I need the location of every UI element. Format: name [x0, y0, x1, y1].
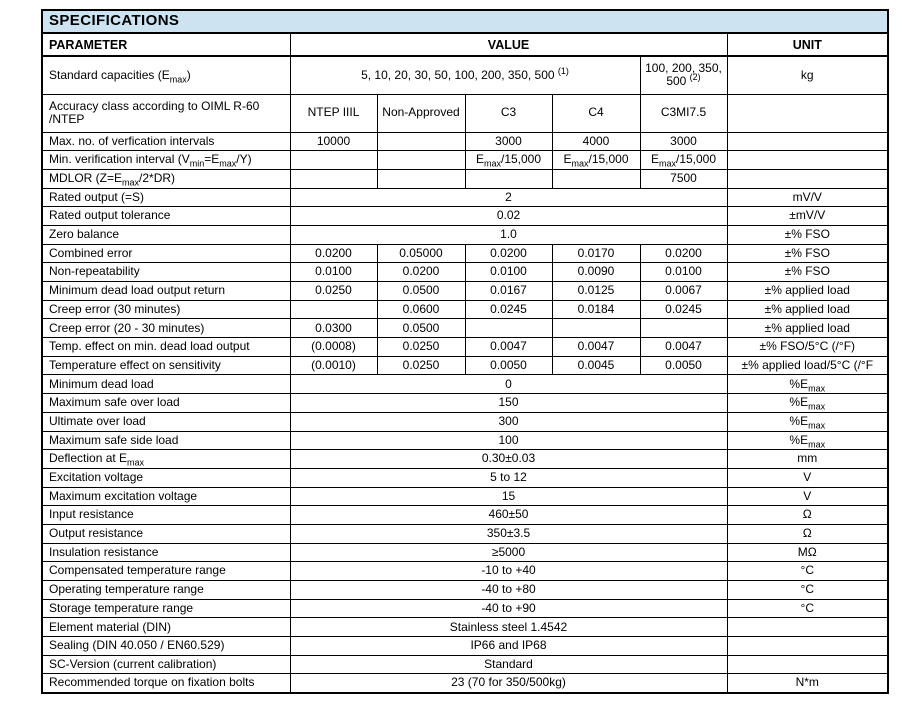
unit-cell: °C — [727, 599, 888, 618]
table-row — [42, 151, 888, 170]
param-cell: Recommended torque on fixation bolts — [42, 674, 290, 693]
value-cell — [465, 319, 552, 338]
unit-cell: °C — [727, 581, 888, 600]
value-cell: Non-Approved — [377, 94, 465, 132]
value-cell: 0.0200 — [377, 263, 465, 282]
value-cell — [465, 169, 552, 188]
value-cell: 0.0047 — [552, 338, 640, 357]
table-row — [42, 618, 888, 637]
table-row — [42, 207, 888, 226]
value-cell-merged: -40 to +80 — [290, 581, 727, 600]
value-cell-merged: -10 to +40 — [290, 562, 727, 581]
unit-cell: $\%E_{max}$ — [727, 412, 888, 431]
table-row — [42, 375, 888, 394]
value-cell-merged: 15 — [290, 487, 727, 506]
value-cell: 0.0100 — [465, 263, 552, 282]
unit-cell: Ω — [727, 524, 888, 543]
value-cell: 0.0047 — [465, 338, 552, 357]
unit-cell: V — [727, 487, 888, 506]
param-cell: Sealing (DIN 40.050 / EN60.529) — [42, 637, 290, 656]
value-cell: 0.0090 — [552, 263, 640, 282]
value-cell: 0.0100 — [640, 263, 727, 282]
value-cell: (0.0010) — [290, 356, 377, 375]
unit-cell: MΩ — [727, 543, 888, 562]
value-cell-merged: 1.0 — [290, 225, 727, 244]
value-cell — [377, 151, 465, 170]
value-cell: NTEP IIIL — [290, 94, 377, 132]
table-row — [42, 338, 888, 357]
unit-cell: N*m — [727, 674, 888, 693]
param-cell: Compensated temperature range — [42, 562, 290, 581]
unit-cell — [727, 151, 888, 170]
value-cell — [640, 319, 727, 338]
table-row — [42, 412, 888, 431]
unit-cell: kg — [727, 56, 888, 94]
col-header-parameter: PARAMETER — [42, 33, 290, 56]
datasheet-page — [41, 9, 889, 694]
value-cell-merged: IP66 and IP68 — [290, 637, 727, 656]
value-cell: 0.0050 — [640, 356, 727, 375]
param-cell: Excitation voltage — [42, 468, 290, 487]
value-cell: 0.0600 — [377, 300, 465, 319]
param-cell: Creep error (30 minutes) — [42, 300, 290, 319]
value-cell: 0.0100 — [290, 263, 377, 282]
table-row — [42, 431, 888, 450]
unit-cell: $\%E_{max}$ — [727, 394, 888, 413]
value-cell-merged: Standard — [290, 655, 727, 674]
param-cell: Maximum excitation voltage — [42, 487, 290, 506]
value-cell: 0.0047 — [640, 338, 727, 357]
value-cell: 0.0067 — [640, 282, 727, 301]
unit-cell: ±mV/V — [727, 207, 888, 226]
param-cell: Ultimate over load — [42, 412, 290, 431]
table-row — [42, 263, 888, 282]
value-cell: 10000 — [290, 132, 377, 151]
param-cell: Zero balance — [42, 225, 290, 244]
value-cell: 0.0500 — [377, 282, 465, 301]
value-cell-merged: 23 (70 for 350/500kg) — [290, 674, 727, 693]
value-cell: 0.0170 — [552, 244, 640, 263]
table-row — [42, 132, 888, 151]
value-cell: 0.0125 — [552, 282, 640, 301]
param-cell: Storage temperature range — [42, 599, 290, 618]
value-cell: C3MI7.5 — [640, 94, 727, 132]
table-row — [42, 188, 888, 207]
specifications-band — [42, 10, 888, 33]
table-row — [42, 300, 888, 319]
value-cell-merged: ≥5000 — [290, 543, 727, 562]
param-cell: Maximum safe side load — [42, 431, 290, 450]
table-row — [42, 543, 888, 562]
param-cell: Min. verification interval $(V_{min}=E_{max}/Y)$ — [42, 151, 290, 170]
value-cell — [290, 151, 377, 170]
value-cell: 0.0184 — [552, 300, 640, 319]
value-cell-merged: 0.30±0.03 — [290, 450, 727, 469]
value-cell: 0.05000 — [377, 244, 465, 263]
unit-cell: V — [727, 468, 888, 487]
unit-cell: ±% FSO — [727, 244, 888, 263]
unit-cell — [727, 637, 888, 656]
table-row — [42, 581, 888, 600]
value-cell: 0.0500 — [377, 319, 465, 338]
value-cell — [377, 169, 465, 188]
unit-cell: mV/V — [727, 188, 888, 207]
param-cell: Element material (DIN) — [42, 618, 290, 637]
param-cell: Maximum safe over load — [42, 394, 290, 413]
param-cell: Temp. effect on min. dead load output — [42, 338, 290, 357]
param-cell: Temperature effect on sensitivity — [42, 356, 290, 375]
value-cell: 0.0250 — [377, 338, 465, 357]
table-row — [42, 225, 888, 244]
value-cell — [377, 132, 465, 151]
unit-cell: ±% FSO — [727, 263, 888, 282]
unit-cell: $\%E_{max}$ — [727, 375, 888, 394]
param-cell: SC-Version (current calibration) — [42, 655, 290, 674]
table-row — [42, 319, 888, 338]
value-cell-main: 5, 10, 20, 30, 50, 100, 200, 350, 500 $^{(1)}$ — [290, 56, 640, 94]
unit-cell: ±% applied load/5°C (/°F — [727, 356, 888, 375]
table-row — [42, 356, 888, 375]
value-cell-merged: -40 to +90 — [290, 599, 727, 618]
table-row — [42, 637, 888, 656]
table-row — [42, 562, 888, 581]
table-row — [42, 487, 888, 506]
param-cell: MDLOR $(Z=E_{max}/2*DR)$ — [42, 169, 290, 188]
value-cell-merged: 100 — [290, 431, 727, 450]
value-cell: 0.0200 — [640, 244, 727, 263]
unit-cell: °C — [727, 562, 888, 581]
table-row — [42, 394, 888, 413]
unit-cell — [727, 618, 888, 637]
table-row — [42, 468, 888, 487]
param-cell: Rated output tolerance — [42, 207, 290, 226]
value-cell: 0.0245 — [640, 300, 727, 319]
table-row — [42, 599, 888, 618]
column-header-row — [42, 33, 888, 56]
value-cell: 4000 — [552, 132, 640, 151]
value-cell-merged: 0.02 — [290, 207, 727, 226]
value-cell — [290, 300, 377, 319]
value-cell — [552, 319, 640, 338]
unit-cell: $\%E_{max}$ — [727, 431, 888, 450]
value-cell: 0.0300 — [290, 319, 377, 338]
table-row — [42, 94, 888, 132]
value-cell: 0.0250 — [377, 356, 465, 375]
param-cell: Operating temperature range — [42, 581, 290, 600]
value-cell-merged: 350±3.5 — [290, 524, 727, 543]
value-cell-merged: 2 — [290, 188, 727, 207]
table-row — [42, 674, 888, 693]
value-cell-merged: 460±50 — [290, 506, 727, 525]
table-row — [42, 450, 888, 469]
table-row — [42, 282, 888, 301]
param-cell: Input resistance — [42, 506, 290, 525]
value-cell-merged: 0 — [290, 375, 727, 394]
param-cell: Non-repeatability — [42, 263, 290, 282]
value-cell: C3 — [465, 94, 552, 132]
unit-cell: ±% applied load — [727, 282, 888, 301]
col-header-unit: UNIT — [727, 33, 888, 56]
param-cell: Standard capacities $(E_{max})$ — [42, 56, 290, 94]
value-cell: 0.0200 — [465, 244, 552, 263]
param-cell: Minimum dead load output return — [42, 282, 290, 301]
value-cell: 0.0245 — [465, 300, 552, 319]
param-cell: Combined error — [42, 244, 290, 263]
unit-cell: ±% FSO — [727, 225, 888, 244]
unit-cell: ±% applied load — [727, 319, 888, 338]
table-row — [42, 655, 888, 674]
col-header-value: VALUE — [290, 33, 727, 56]
unit-cell — [727, 169, 888, 188]
value-cell: 0.0045 — [552, 356, 640, 375]
value-cell: 0.0167 — [465, 282, 552, 301]
value-cell-merged: 5 to 12 — [290, 468, 727, 487]
value-cell: 3000 — [465, 132, 552, 151]
param-cell: Creep error (20 - 30 minutes) — [42, 319, 290, 338]
unit-cell: ±% FSO/5°C (/°F) — [727, 338, 888, 357]
value-cell: (0.0008) — [290, 338, 377, 357]
value-cell-merged: Stainless steel 1.4542 — [290, 618, 727, 637]
value-cell: $E_{max}/15,000$ — [465, 151, 552, 170]
specifications-title: SPECIFICATIONS — [42, 10, 888, 33]
unit-cell: ±% applied load — [727, 300, 888, 319]
value-cell-merged: 150 — [290, 394, 727, 413]
value-cell: 3000 — [640, 132, 727, 151]
value-cell-merged: 300 — [290, 412, 727, 431]
table-row — [42, 524, 888, 543]
value-cell: $E_{max}/15,000$ — [552, 151, 640, 170]
value-cell: 0.0200 — [290, 244, 377, 263]
unit-cell — [727, 94, 888, 132]
param-cell: Max. no. of verfication intervals — [42, 132, 290, 151]
value-cell-alt: 100, 200, 350, 500 $^{(2)}$ — [640, 56, 727, 94]
spec-table-body — [42, 56, 888, 693]
param-cell: Accuracy class according to OIML R-60 /NTEP — [42, 94, 290, 132]
value-cell: 7500 — [640, 169, 727, 188]
param-cell: Deflection at $E_{max}$ — [42, 450, 290, 469]
table-row — [42, 244, 888, 263]
value-cell — [290, 169, 377, 188]
unit-cell: Ω — [727, 506, 888, 525]
param-cell: Rated output (=S) — [42, 188, 290, 207]
value-cell: 0.0250 — [290, 282, 377, 301]
unit-cell — [727, 132, 888, 151]
table-row — [42, 56, 888, 94]
unit-cell: mm — [727, 450, 888, 469]
param-cell: Insulation resistance — [42, 543, 290, 562]
table-row — [42, 506, 888, 525]
param-cell: Output resistance — [42, 524, 290, 543]
table-row — [42, 169, 888, 188]
value-cell: $E_{max}/15,000$ — [640, 151, 727, 170]
value-cell — [552, 169, 640, 188]
unit-cell — [727, 655, 888, 674]
param-cell: Minimum dead load — [42, 375, 290, 394]
value-cell: 0.0050 — [465, 356, 552, 375]
value-cell: C4 — [552, 94, 640, 132]
specifications-table — [41, 9, 889, 694]
